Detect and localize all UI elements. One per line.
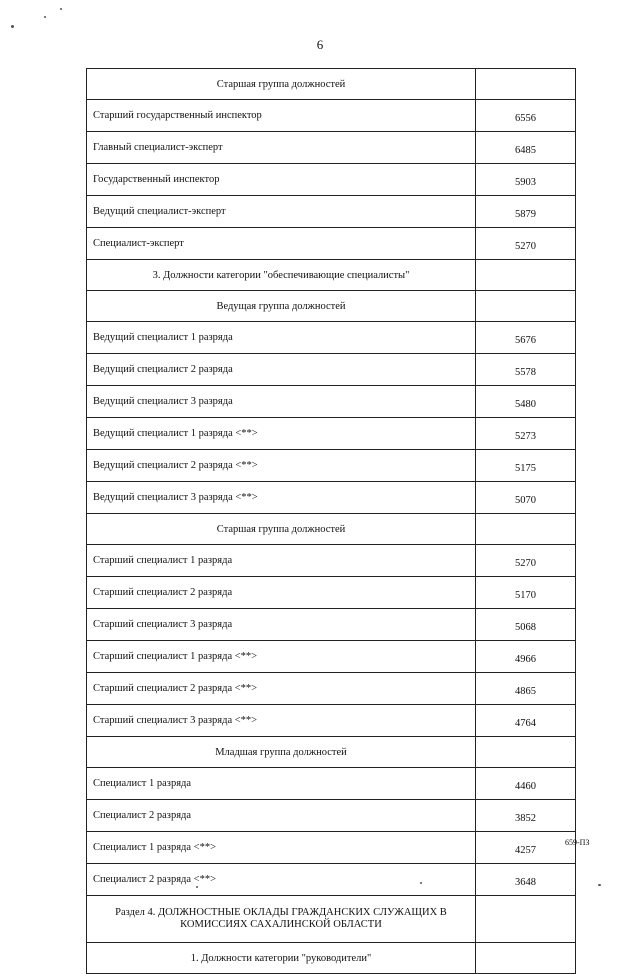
scan-speck (60, 8, 62, 10)
position-name-cell: Ведущий специалист 3 разряда <**> (87, 482, 476, 514)
position-name-cell: Ведущий специалист-эксперт (87, 196, 476, 228)
table-row (87, 577, 576, 609)
table-row (87, 832, 576, 864)
salary-value-cell: 6556 (476, 100, 576, 132)
salary-value-cell: 5170 (476, 577, 576, 609)
position-name-cell: Ведущий специалист 2 разряда (87, 354, 476, 386)
position-name-cell: Главный специалист-эксперт (87, 132, 476, 164)
table-row (87, 545, 576, 577)
scan-speck (44, 16, 46, 18)
group-header-row (87, 260, 576, 291)
salary-value-cell: 5270 (476, 228, 576, 260)
position-name-cell: Ведущий специалист 3 разряда (87, 386, 476, 418)
salary-value-cell: 4966 (476, 641, 576, 673)
salary-value-cell: 5270 (476, 545, 576, 577)
position-name-cell: Старшая группа должностей (87, 514, 476, 545)
position-name-cell: Ведущая группа должностей (87, 291, 476, 322)
salary-value-cell: 5480 (476, 386, 576, 418)
section-header-row (87, 896, 576, 943)
table-row (87, 768, 576, 800)
salary-value-cell: 5676 (476, 322, 576, 354)
position-name-cell: Старший специалист 2 разряда <**> (87, 673, 476, 705)
table-row (87, 705, 576, 737)
table-row (87, 450, 576, 482)
table-row (87, 322, 576, 354)
position-name-cell: Старший специалист 3 разряда <**> (87, 705, 476, 737)
position-name-cell: Старшая группа должностей (87, 69, 476, 100)
group-header-row (87, 514, 576, 545)
group-header-row (87, 737, 576, 768)
position-name-cell: Ведущий специалист 2 разряда <**> (87, 450, 476, 482)
salary-value-cell (476, 943, 576, 974)
salary-value-cell: 4257 (476, 832, 576, 864)
salary-value-cell (476, 291, 576, 322)
salary-value-cell: 5068 (476, 609, 576, 641)
position-name-cell: Старший специалист 1 разряда <**> (87, 641, 476, 673)
salary-value-cell: 4764 (476, 705, 576, 737)
salary-value-cell: 5070 (476, 482, 576, 514)
group-header-row (87, 69, 576, 100)
salary-value-cell: 4460 (476, 768, 576, 800)
position-name-cell: 1. Должности категории "руководители" (87, 943, 476, 974)
position-name-cell: Специалист 1 разряда (87, 768, 476, 800)
table-row (87, 864, 576, 896)
position-name-cell: Младшая группа должностей (87, 737, 476, 768)
table-row (87, 609, 576, 641)
table-row (87, 196, 576, 228)
position-name-cell: Специалист 2 разряда (87, 800, 476, 832)
position-name-cell: Специалист 1 разряда <**> (87, 832, 476, 864)
scan-speck (11, 25, 14, 28)
table-row (87, 132, 576, 164)
position-name-cell: Старший специалист 1 разряда (87, 545, 476, 577)
document-code: 659-ПЗ (565, 838, 590, 847)
position-name-cell: Государственный инспектор (87, 164, 476, 196)
table-row (87, 100, 576, 132)
salary-value-cell (476, 896, 576, 943)
position-name-cell: Специалист-эксперт (87, 228, 476, 260)
position-name-cell: 3. Должности категории "обеспечивающие специалисты" (87, 260, 476, 291)
table-row (87, 673, 576, 705)
position-name-cell: Старший государственный инспектор (87, 100, 476, 132)
scan-speck (196, 886, 198, 888)
salary-value-cell (476, 260, 576, 291)
position-name-cell: Специалист 2 разряда <**> (87, 864, 476, 896)
table-row (87, 641, 576, 673)
salary-table (86, 68, 576, 974)
salary-value-cell: 5273 (476, 418, 576, 450)
scan-speck (598, 884, 601, 886)
group-header-row (87, 291, 576, 322)
salary-table-body (87, 69, 576, 974)
table-row (87, 228, 576, 260)
table-row (87, 354, 576, 386)
salary-value-cell: 3648 (476, 864, 576, 896)
table-row (87, 482, 576, 514)
table-row (87, 164, 576, 196)
page-number: 6 (316, 37, 324, 52)
salary-value-cell: 3852 (476, 800, 576, 832)
table-row (87, 800, 576, 832)
position-name-cell: Ведущий специалист 1 разряда (87, 322, 476, 354)
scan-speck (420, 882, 422, 884)
salary-value-cell (476, 737, 576, 768)
salary-value-cell (476, 69, 576, 100)
position-name-cell: Раздел 4. ДОЛЖНОСТНЫЕ ОКЛАДЫ ГРАЖДАНСКИХ СЛУЖАЩИХ В КОМИССИЯХ САХАЛИНСКОЙ ОБЛАСТИ (87, 896, 476, 943)
table-row (87, 418, 576, 450)
salary-value-cell: 4865 (476, 673, 576, 705)
table-row (87, 386, 576, 418)
salary-value-cell: 5879 (476, 196, 576, 228)
salary-value-cell: 6485 (476, 132, 576, 164)
position-name-cell: Ведущий специалист 1 разряда <**> (87, 418, 476, 450)
salary-value-cell (476, 514, 576, 545)
salary-value-cell: 5903 (476, 164, 576, 196)
group-header-row (87, 943, 576, 974)
position-name-cell: Старший специалист 2 разряда (87, 577, 476, 609)
salary-value-cell: 5578 (476, 354, 576, 386)
salary-value-cell: 5175 (476, 450, 576, 482)
position-name-cell: Старший специалист 3 разряда (87, 609, 476, 641)
